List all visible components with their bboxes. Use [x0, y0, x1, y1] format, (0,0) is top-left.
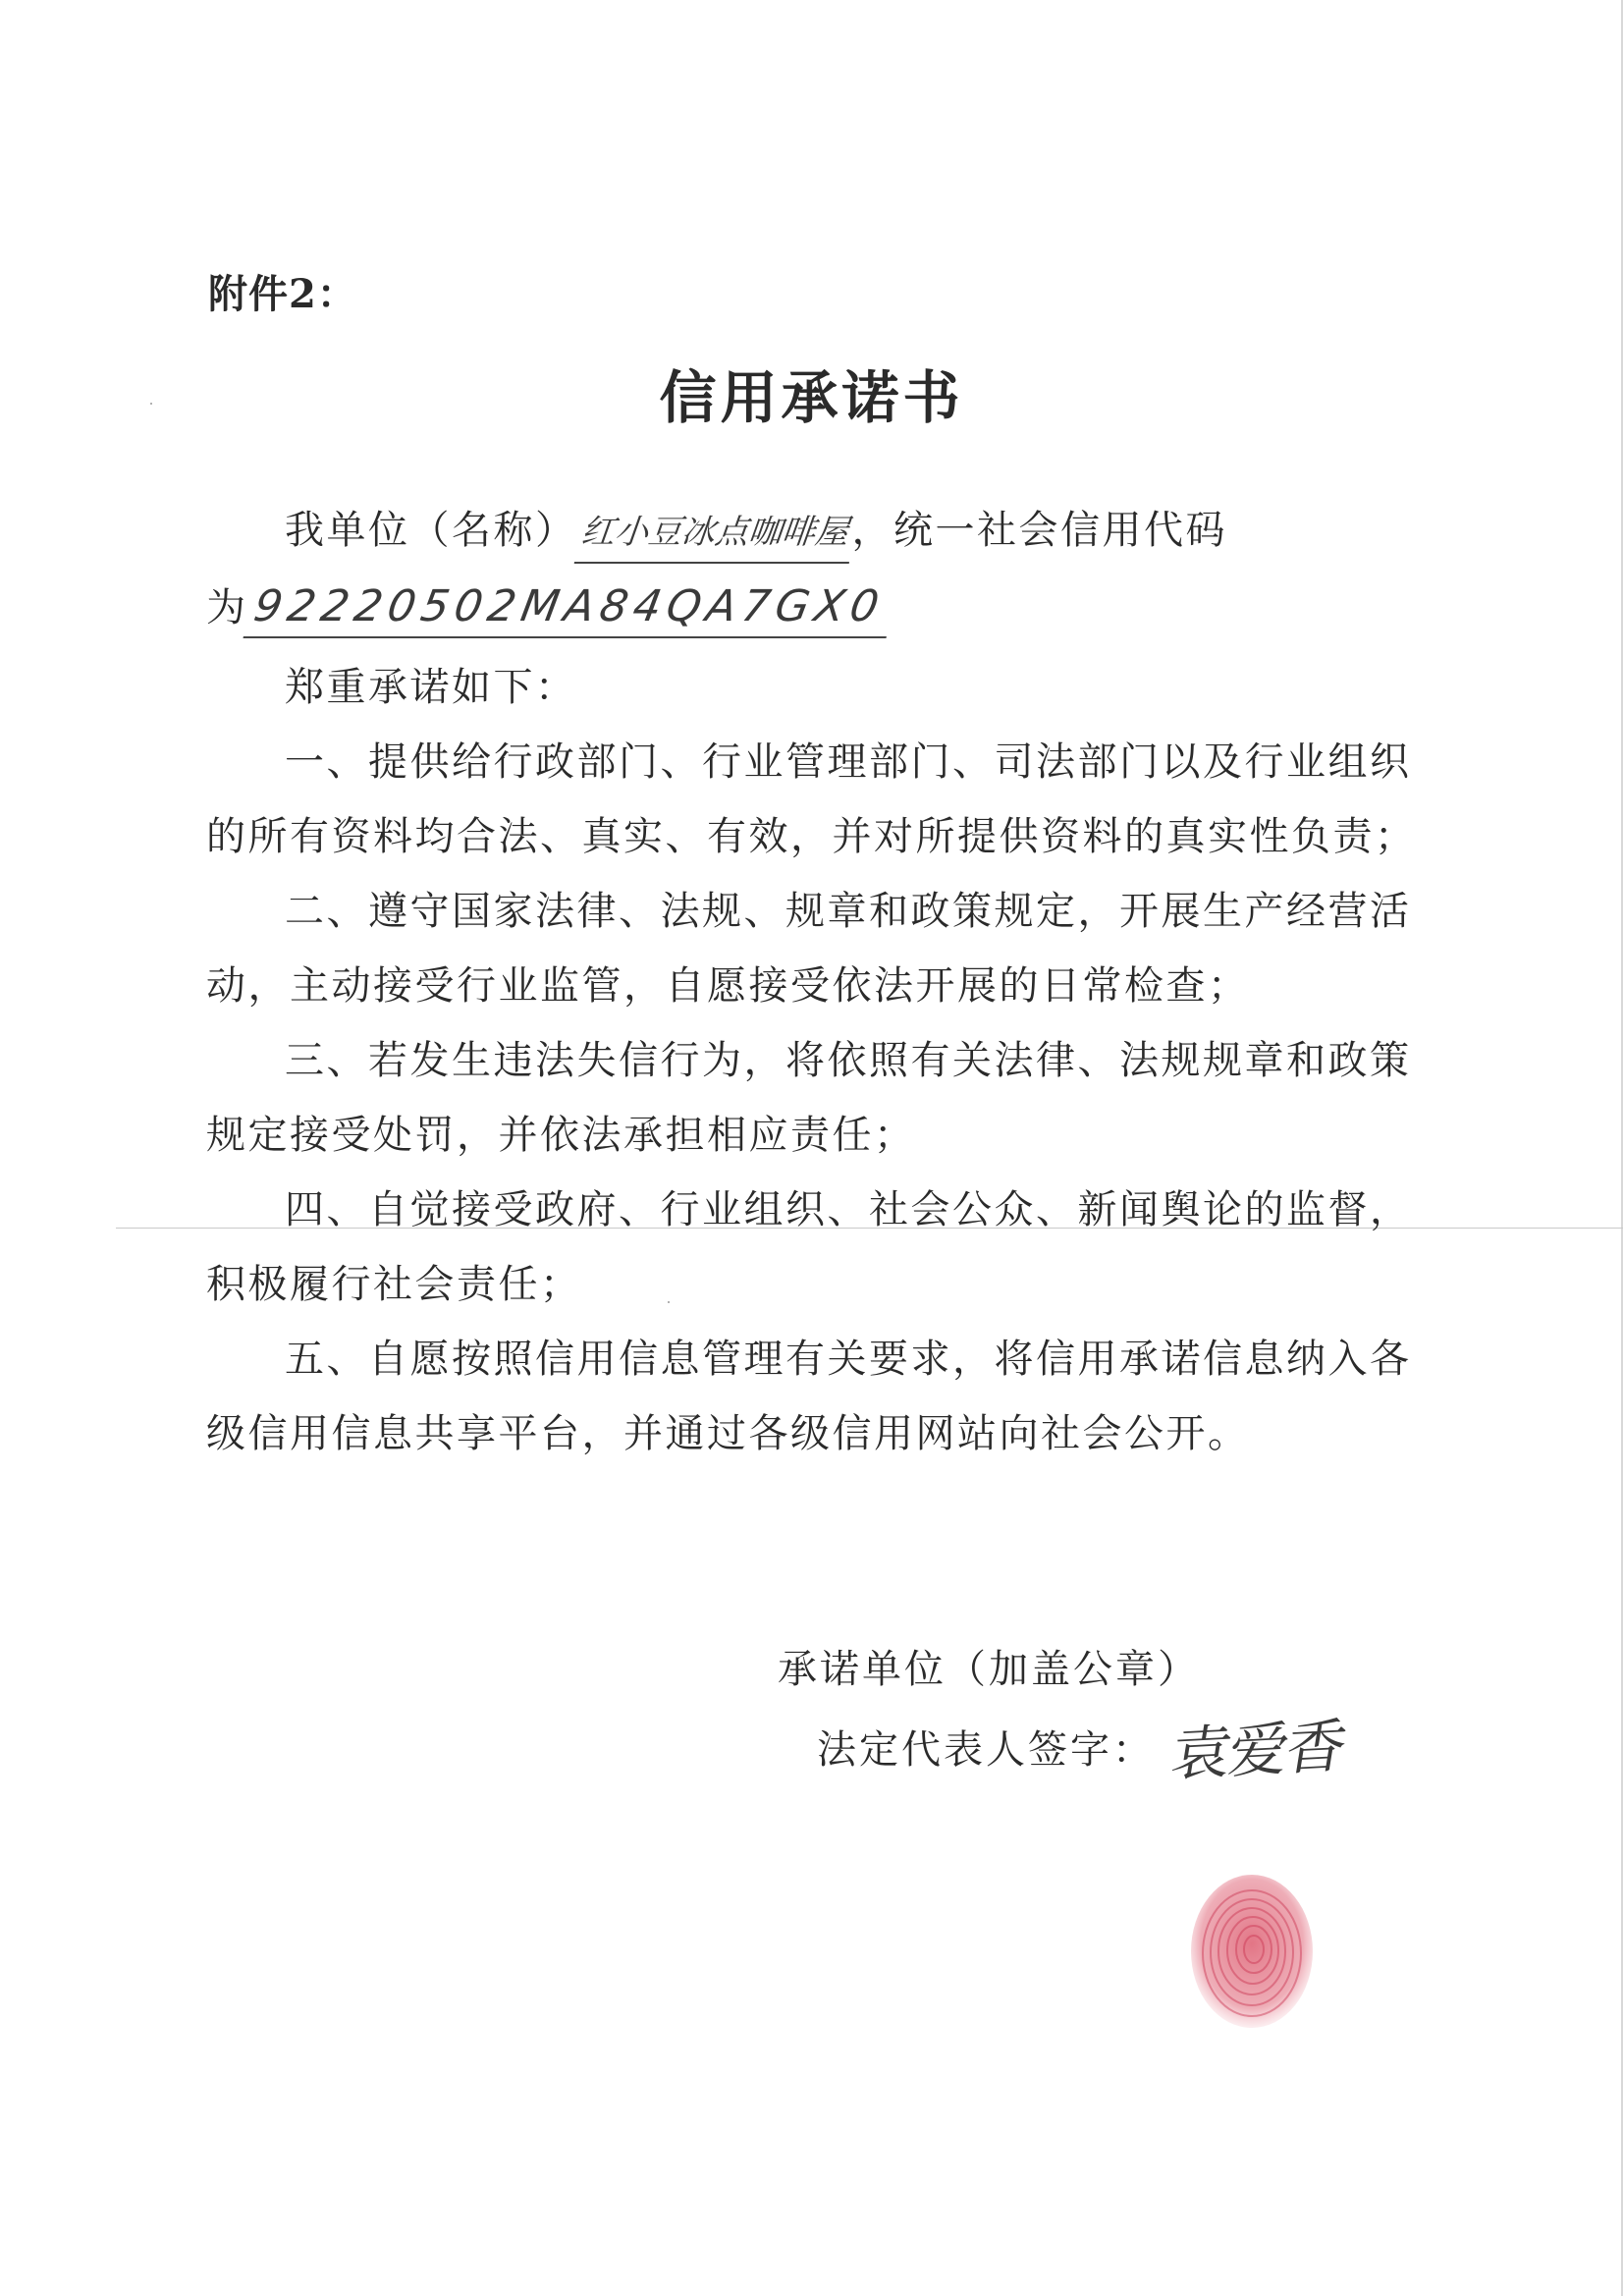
body-line: 四、自觉接受政府、行业组织、社会公众、新闻舆论的监督，: [285, 1187, 1412, 1232]
fingerprint-icon: [1183, 1871, 1321, 2038]
unit-name-line: [285, 501, 1463, 564]
body-line: 五、自愿按照信用信息管理有关要求，将信用承诺信息纳入各: [285, 1337, 1412, 1382]
body-line: 积极履行社会责任；: [206, 1262, 582, 1307]
unit-name-handwritten: 红小豆冰点咖啡屋: [573, 503, 855, 564]
body-line: 级信用信息共享平台，并通过各级信用网站向社会公开。: [206, 1411, 1250, 1456]
body-line: 的所有资料均合法、真实、有效，并对所提供资料的真实性负责；: [206, 814, 1417, 859]
code-prefix: 为: [206, 585, 248, 630]
body-line: 规定接受处罚，并依法承担相应责任；: [206, 1113, 916, 1158]
credit-code-handwritten: 92220502MA84QA7GX0: [243, 577, 896, 638]
handwritten-signature: 袁爱香: [1165, 1712, 1350, 1790]
unit-after-name: ，统一社会信用代码: [851, 508, 1227, 553]
unit-prefix: 我单位（名称）: [285, 508, 577, 553]
signature-label: 法定代表人签字：: [817, 1727, 1155, 1773]
seal-label: 承诺单位（加盖公章）: [778, 1647, 1200, 1692]
commitment-lead: 郑重承诺如下：: [285, 665, 577, 710]
document-title: 信用承诺书: [659, 364, 964, 431]
body-line: 二、遵守国家法律、法规、规章和政策规定，开展生产经营活: [285, 889, 1412, 934]
attachment-label: 附件2：: [208, 271, 357, 317]
body-line: 三、若发生违法失信行为，将依照有关法律、法规规章和政策: [285, 1038, 1412, 1083]
credit-code-line: [206, 577, 1384, 638]
body-line: 一、提供给行政部门、行业管理部门、司法部门以及行业组织: [285, 739, 1412, 785]
body-line: 动，主动接受行业监管，自愿接受依法开展的日常检查；: [206, 963, 1250, 1009]
